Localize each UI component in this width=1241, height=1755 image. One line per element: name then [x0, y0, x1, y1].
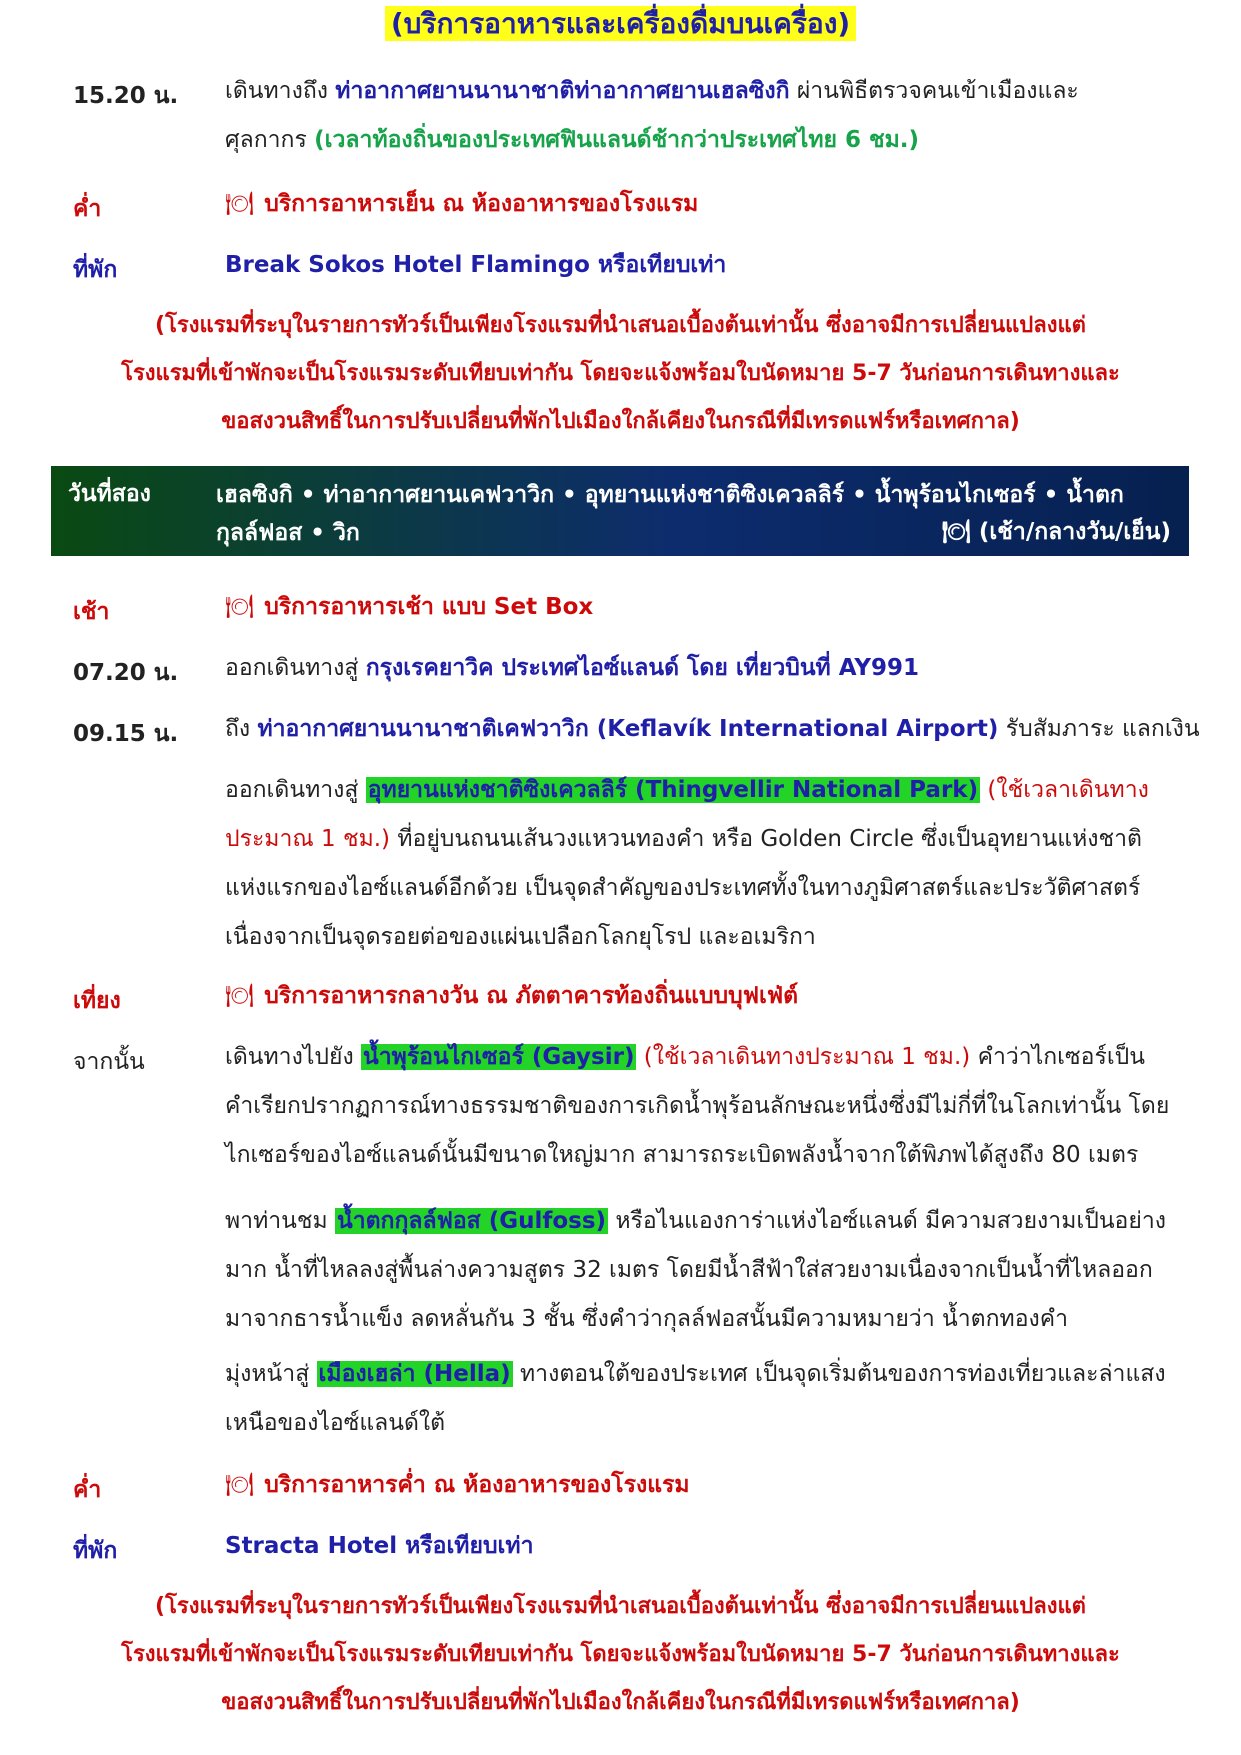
- notice-line: โรงแรมที่เข้าพักจะเป็นโรงแรมระดับเทียบเท่ากัน โดยจะแจ้งพร้อมใบนัดหมาย 5-7 วันก่อนการเดินทางและ: [121, 1642, 1120, 1667]
- meal-icon: 🍽: [225, 594, 255, 620]
- arrive-pre: เดินทางถึง: [225, 78, 328, 104]
- arrival-text: [225, 705, 1200, 754]
- day-meals: [942, 514, 1171, 550]
- arrive-pre: ถึง: [225, 716, 251, 742]
- hella-pre: มุ่งหน้าสู่: [225, 1361, 310, 1387]
- notice-line: ขอสงวนสิทธิ์ในการปรับเปลี่ยนที่พักไปเมืองใกล้เคียงในกรณีที่มีเทรดแฟร์หรือเทศกาล): [221, 1690, 1020, 1715]
- park-time: (ใช้เวลาเดินทางประมาณ 1 ชม.): [225, 777, 1149, 852]
- depart-text: [225, 644, 1170, 693]
- arrival-text: [225, 67, 1170, 165]
- meal-label: ค่ำ: [73, 1477, 102, 1503]
- day-label: วันที่สอง: [68, 481, 151, 507]
- notice-line: โรงแรมที่เข้าพักจะเป็นโรงแรมระดับเทียบเท่ากัน โดยจะแจ้งพร้อมใบนัดหมาย 5-7 วันก่อนการเดินทางและ: [121, 361, 1120, 386]
- meal-icon: 🍽: [941, 519, 971, 545]
- arrive-line2: ศุลกากร: [225, 127, 307, 153]
- gulfoss-name: น้ำตกกุลล์ฟอส (Gulfoss): [336, 1208, 607, 1234]
- meal-label: ค่ำ: [73, 196, 102, 222]
- geysir-name: น้ำพุร้อนไกเซอร์ (Gaysir): [363, 1044, 635, 1070]
- hotel-label: ที่พัก: [73, 257, 118, 283]
- dinner-desc: บริการอาหารเย็น ณ ห้องอาหารของโรงแรม: [264, 191, 699, 217]
- dinner-text: [225, 1461, 1170, 1510]
- route-line: กุลล์ฟอส • วิก: [216, 520, 360, 546]
- route-line: เฮลซิงกิ • ท่าอากาศยานเคฟวาวิก • อุทยานแห่งชาติซิงเควลลิร์ • น้ำพุร้อนไกเซอร์ • น้ำตก: [216, 482, 1124, 508]
- breakfast-desc: บริการอาหารเช้า แบบ Set Box: [264, 594, 594, 620]
- time-label: 15.20 น.: [73, 83, 179, 109]
- depart-desc: กรุงเรคยาวิค ประเทศไอซ์แลนด์ โดย เที่ยวบินที่ AY991: [365, 655, 919, 681]
- meal-label: เช้า: [73, 599, 110, 625]
- title-text: (บริการอาหารและเครื่องดื่มบนเครื่อง): [385, 6, 856, 41]
- geysir-desc: คำว่าไกเซอร์เป็นคำเรียกปรากฏการณ์ทางธรรมชาติของการเกิดน้ำพุร้อนลักษณะหนึ่งซึ่งมีไม่กี่ที่ในโลกเท่านั้น โดยไกเซอร์ของไอซ์แลนด์นั้นมีขนาดใหญ่มาก สามารถระเบิดพลังน้ำจากใต้พิภพได้สูงถึง 80 เมตร: [225, 1044, 1170, 1168]
- meal-icon: 🍽: [225, 191, 255, 217]
- notice-line: (โรงแรมที่ระบุในรายการทัวร์เป็นเพียงโรงแรมที่นำเสนอเบื้องต้นเท่านั้น ซึ่งอาจมีการเปลี่ยนแปลงแต่: [155, 313, 1086, 338]
- thingvellir-text: [225, 766, 1170, 962]
- hotel-notice: [60, 1583, 1181, 1727]
- park-name: อุทยานแห่งชาติซิงเควลลิร์ (Thingvellir National Park): [367, 777, 979, 803]
- gulfoss-pre: พาท่านชม: [225, 1208, 328, 1234]
- gulfoss-desc: หรือไนแองการ่าแห่งไอซ์แลนด์ มีความสวยงามเป็นอย่างมาก น้ำที่ไหลลงสู่พื้นล่างความสูตร 32 เมตร โดยมีน้ำสีฟ้าใส่สวยงามเนื่องจากเป็นน้ำที่ไหลออกมาจากธารน้ำแข็ง ลดหลั่นกัน 3 ชั้น ซึ่งคำว่ากุลล์ฟอสนั้นมีความหมายว่า น้ำตกทองคำ: [225, 1208, 1166, 1332]
- timezone-note: (เวลาท้องถิ่นของประเทศฟินแลนด์ช้ากว่าประเทศไทย 6 ชม.): [314, 127, 920, 153]
- dinner-desc: บริการอาหารค่ำ ณ ห้องอาหารของโรงแรม: [264, 1472, 690, 1498]
- gulfoss-text: [225, 1197, 1170, 1344]
- park-pre: ออกเดินทางสู่: [225, 777, 359, 803]
- arrive-post: ผ่านพิธีตรวจคนเข้าเมืองและ: [796, 78, 1079, 104]
- notice-line: ขอสงวนสิทธิ์ในการปรับเปลี่ยนที่พักไปเมืองใกล้เคียงในกรณีที่มีเทรดแฟร์หรือเทศกาล): [221, 409, 1020, 434]
- geysir-pre: เดินทางไปยัง: [225, 1044, 354, 1070]
- meals-text: (เช้า/กลางวัน/เย็น): [978, 519, 1171, 545]
- park-desc: ที่อยู่บนถนนเส้นวงแหวนทองคำ หรือ Golden Circle ซึ่งเป็นอุทยานแห่งชาติแห่งแรกของไอซ์แลนด์อีกด้วย เป็นจุดสำคัญของประเทศทั้งในทางภูมิศาสตร์และประวัติศาสตร์ เนื่องจากเป็นจุดรอยต่อของแผ่นเปลือกโลกยุโรป และอเมริกา: [225, 826, 1142, 950]
- geysir-text: [225, 1033, 1170, 1180]
- meal-icon: 🍽: [225, 1472, 255, 1498]
- hotel-name: Stracta Hotel หรือเทียบเท่า: [225, 1533, 534, 1559]
- page-title: [0, 2, 1241, 46]
- arrive-post: รับสัมภาระ แลกเงิน: [1005, 716, 1200, 742]
- time-label: 07.20 น.: [73, 660, 179, 686]
- time-label: 09.15 น.: [73, 721, 179, 747]
- hella-desc: ทางตอนใต้ของประเทศ เป็นจุดเริ่มต้นของการท่องเที่ยวและล่าแสงเหนือของไอซ์แลนด์ใต้: [225, 1361, 1166, 1436]
- notice-line: (โรงแรมที่ระบุในรายการทัวร์เป็นเพียงโรงแรมที่นำเสนอเบื้องต้นเท่านั้น ซึ่งอาจมีการเปลี่ยนแปลงแต่: [155, 1594, 1086, 1619]
- hella-text: [225, 1350, 1170, 1448]
- airport-name: ท่าอากาศยานนานาชาติท่าอากาศยานเฮลซิงกิ: [335, 78, 790, 104]
- lunch-text: [225, 972, 1170, 1021]
- depart-pre: ออกเดินทางสู่: [225, 655, 359, 681]
- breakfast-text: [225, 583, 1170, 632]
- then-label: จากนั้น: [73, 1049, 145, 1075]
- hotel-notice: [60, 302, 1181, 446]
- geysir-time: (ใช้เวลาเดินทางประมาณ 1 ชม.): [643, 1044, 971, 1070]
- lunch-desc: บริการอาหารกลางวัน ณ ภัตตาคารท้องถิ่นแบบบุฟเฟ่ต์: [264, 983, 799, 1009]
- airport-name: ท่าอากาศยานนานาชาติเคฟวาวิก (Keflavík International Airport): [257, 716, 999, 742]
- meal-icon: 🍽: [225, 983, 255, 1009]
- hotel-label: ที่พัก: [73, 1538, 118, 1564]
- hella-name: เมืองเฮล่า (Hella): [318, 1361, 511, 1387]
- dinner-text: [225, 180, 1170, 229]
- hotel-name: Break Sokos Hotel Flamingo หรือเทียบเท่า: [225, 252, 727, 278]
- day-header-bar: [51, 466, 1189, 556]
- meal-label: เที่ยง: [73, 988, 121, 1014]
